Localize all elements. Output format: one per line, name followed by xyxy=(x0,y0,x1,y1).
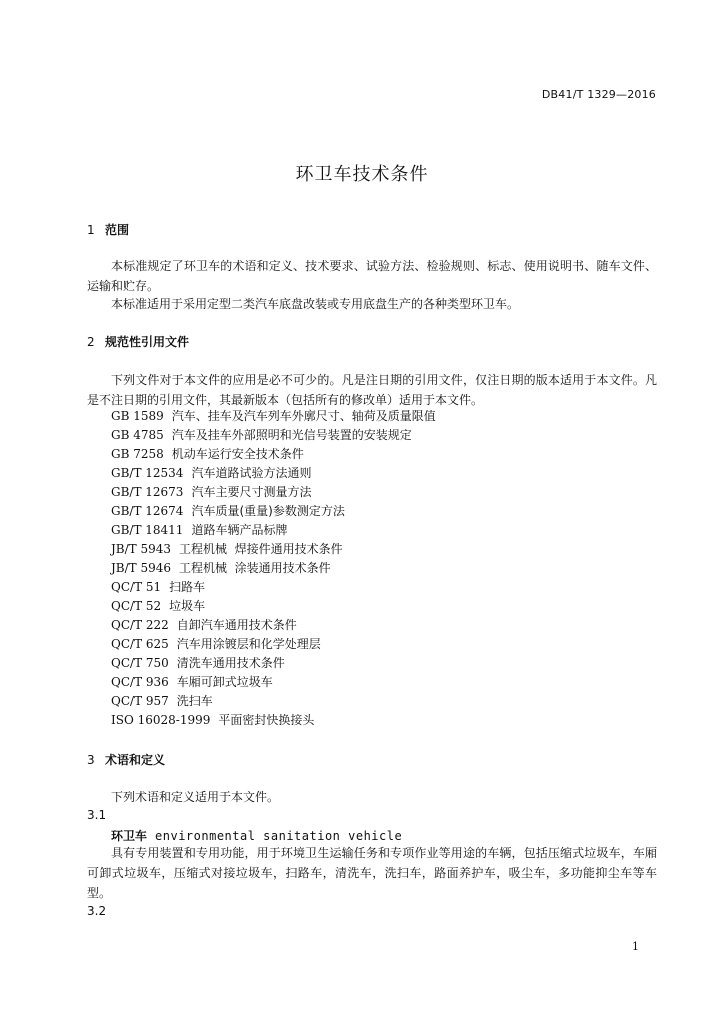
reference-item xyxy=(111,578,205,596)
reference-title: 汽车用涂镀层和化学处理层 xyxy=(176,637,321,651)
reference-item xyxy=(111,483,311,501)
reference-title: 工程机械 焊接件通用技术条件 xyxy=(179,542,343,556)
reference-item xyxy=(111,692,213,710)
reference-item xyxy=(111,711,314,729)
reference-item xyxy=(111,635,321,653)
reference-item xyxy=(111,559,331,577)
section-title: 规范性引用文件 xyxy=(105,335,190,349)
term-chinese: 环卫车 xyxy=(111,829,148,843)
reference-code: ISO 16028-1999 xyxy=(111,713,211,727)
reference-title: 自卸汽车通用技术条件 xyxy=(176,618,297,632)
reference-item xyxy=(111,502,345,520)
reference-code: GB/T 12674 xyxy=(111,504,184,518)
reference-code: QC/T 936 xyxy=(111,675,169,689)
reference-title: 汽车主要尺寸测量方法 xyxy=(191,485,312,499)
section-2-heading xyxy=(87,333,189,350)
section-1-paragraph-2: 本标准适用于采用定型二类汽车底盘改装或专用底盘生产的各种类型环卫车。 xyxy=(111,297,520,311)
reference-code: GB/T 18411 xyxy=(111,523,184,537)
term-3-1 xyxy=(111,827,402,844)
reference-item xyxy=(111,540,343,558)
reference-item xyxy=(111,673,273,691)
section-number: 3 xyxy=(87,753,95,767)
reference-code: GB 7258 xyxy=(111,447,164,461)
document-title: 环卫车技术条件 xyxy=(295,164,429,185)
reference-code: GB 4785 xyxy=(111,428,164,442)
clause-3-1-number: 3.1 xyxy=(87,808,107,822)
reference-code: QC/T 52 xyxy=(111,599,162,613)
reference-code: JB/T 5943 xyxy=(111,542,172,556)
section-2-intro: 下列文件对于本文件的应用是必不可少的。凡是注日期的引用文件，仅注日期的版本适用于本文件。凡是不注日期的引用文件，其最新版本（包括所有的修改单）适用于本文件。 xyxy=(87,373,657,407)
section-number: 2 xyxy=(87,335,95,349)
reference-title: 垃圾车 xyxy=(169,599,206,613)
reference-code: GB/T 12673 xyxy=(111,485,184,499)
reference-code: QC/T 750 xyxy=(111,656,169,670)
reference-title: 道路车辆产品标牌 xyxy=(191,523,288,537)
clause-3-2-number: 3.2 xyxy=(87,904,107,918)
reference-item xyxy=(111,654,285,672)
reference-code: QC/T 51 xyxy=(111,580,162,594)
reference-code: QC/T 957 xyxy=(111,694,169,708)
reference-title: 汽车质量(重量)参数测定方法 xyxy=(191,504,345,518)
reference-title: 扫路车 xyxy=(169,580,206,594)
reference-item xyxy=(111,445,304,463)
document-code: DB41/T 1329—2016 xyxy=(541,88,656,101)
reference-code: GB 1589 xyxy=(111,409,164,423)
reference-item xyxy=(111,616,297,634)
reference-code: QC/T 625 xyxy=(111,637,169,651)
reference-title: 汽车道路试验方法通则 xyxy=(191,466,312,480)
term-english: environmental sanitation vehicle xyxy=(155,829,403,843)
reference-title: 机动车运行安全技术条件 xyxy=(171,447,304,461)
reference-title: 车厢可卸式垃圾车 xyxy=(176,675,273,689)
reference-item xyxy=(111,597,205,615)
reference-item xyxy=(111,407,436,425)
reference-item xyxy=(111,521,287,539)
page-number: 1 xyxy=(632,940,639,953)
reference-item xyxy=(111,464,311,482)
reference-title: 汽车、挂车及汽车列车外廓尺寸、轴荷及质量限值 xyxy=(171,409,436,423)
section-3-heading xyxy=(87,751,165,768)
reference-title: 汽车及挂车外部照明和光信号装置的安装规定 xyxy=(171,428,412,442)
reference-title: 洗扫车 xyxy=(176,694,213,708)
reference-item xyxy=(111,426,412,444)
term-3-1-definition: 具有专用装置和专用功能，用于环境卫生运输任务和专项作业等用途的车辆，包括压缩式垃圾车，车厢可卸式垃圾车，压缩式对接垃圾车，扫路车，清洗车，洗扫车，路面养护车，吸尘车，多功能抑尘车等车型。 xyxy=(87,846,657,900)
reference-title: 清洗车通用技术条件 xyxy=(176,656,285,670)
section-title: 范围 xyxy=(105,223,130,237)
reference-code: QC/T 222 xyxy=(111,618,169,632)
reference-title: 平面密封快换接头 xyxy=(218,713,315,727)
section-3-intro: 下列术语和定义适用于本文件。 xyxy=(111,790,280,804)
reference-code: JB/T 5946 xyxy=(111,561,172,575)
section-1-paragraph-1: 本标准规定了环卫车的术语和定义、技术要求、试验方法、检验规则、标志、使用说明书、随车文件、运输和贮存。 xyxy=(87,259,657,293)
reference-title: 工程机械 涂装通用技术条件 xyxy=(179,561,331,575)
section-number: 1 xyxy=(87,223,95,237)
section-1-heading xyxy=(87,221,129,238)
section-title: 术语和定义 xyxy=(105,753,166,767)
reference-code: GB/T 12534 xyxy=(111,466,184,480)
